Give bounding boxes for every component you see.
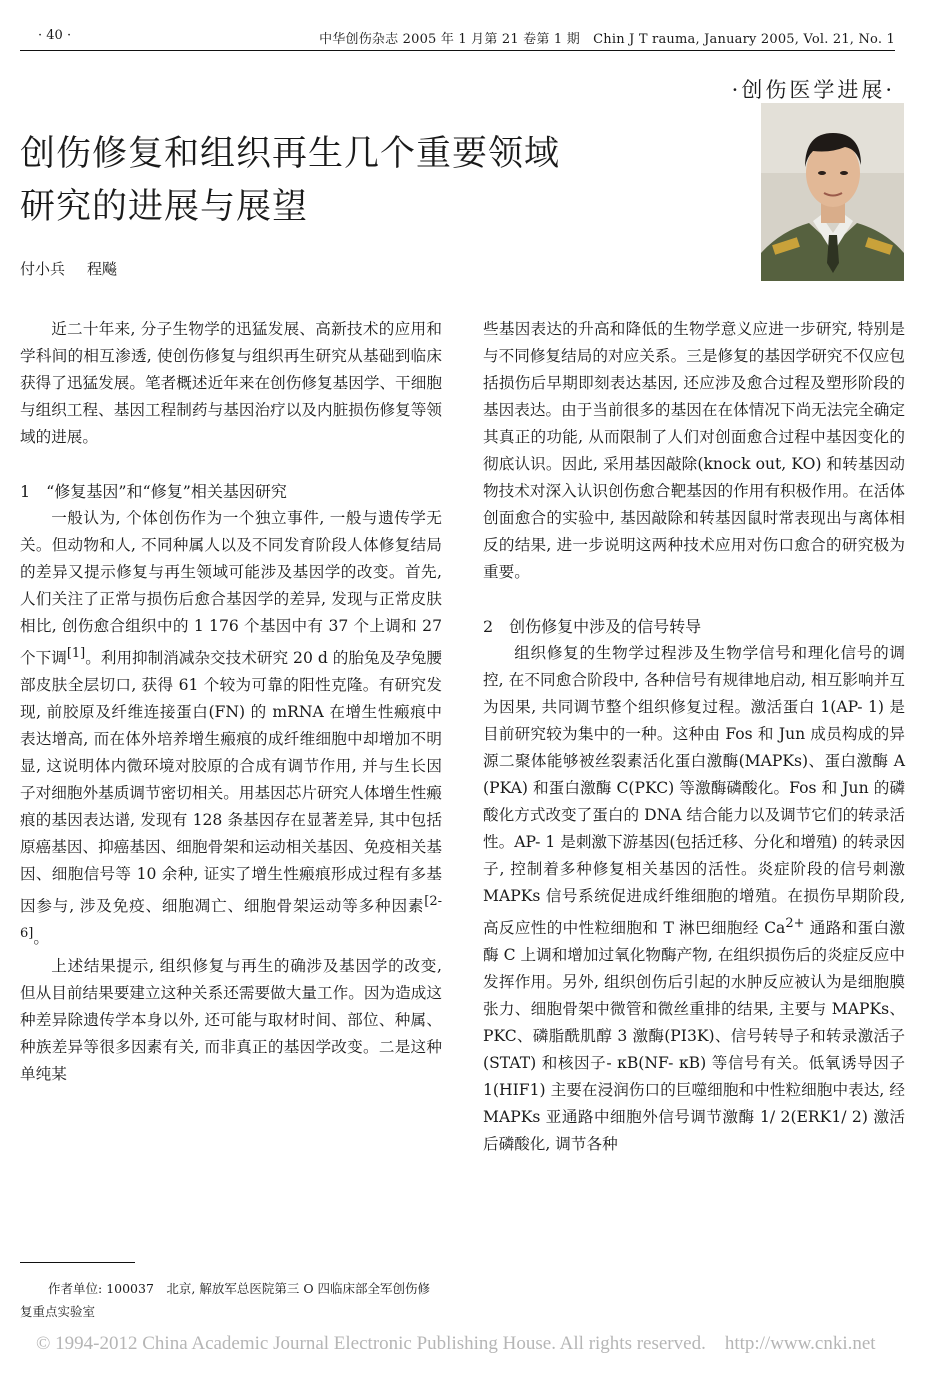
citation: [2- 6] [20,894,442,942]
footnote-rule [20,1262,135,1263]
body-text: 。利用抑制消减杂交技术研究 20 d 的胎兔及孕兔腰部皮肤全层切口, 获得 61 个较为可靠的阳性克隆。有研究发现, 前胶原及纤维连接蛋白(FN) 的 mRNA 在增生性瘢痕中表达增高, 而在体外培养增生瘢痕的成纤维细胞中却增加不明显, 这说明体内微环境对胶原的合成有调节作用, 并与生长因子对细胞外基质调节密切相关。用基因芯片研究人体增生性瘢痕的基因表达谱, 发现有 128 条基因存在显著差异, 其中包括原癌基因、抑癌基因、细胞骨架和运动相关基因、免疫相关基因、细胞信号等 10 余种, 证实了增生性瘢痕形成过程有多基因参与, 涉及免疫、细胞凋亡、细胞骨架运动等多种因素 [20,649,442,916]
spacer [483,586,905,613]
header-rule [20,50,895,51]
body-text: 组织修复的生物学过程涉及生物学信号和理化信号的调控, 在不同愈合阶段中, 各种信号有规律地启动, 相互影响并互为因果, 共同调节整个组织修复过程。激活蛋白 1(AP- 1) 是目前研究较为集中的一种。这种由 Fos 和 Jun 成员构成的异源二聚体能够被丝裂素活化蛋白激酶(MAPKs)、蛋白激酶 A (PKA) 和蛋白激酶 C(PKC) 等激酶磷酸化。Fos 和 Jun 的磷酸化方式改变了蛋白的 DNA 结合能力以及调节它们的转录活性。AP- 1 是刺激下游基因(包括迁移、分化和增殖) 的转录因子, 控制着多种修复相关基因的活性。炎症阶段的信号刺激 MAPKs 信号系统促进成纤维细胞的增殖。在损伤早期阶段, 高反应性的中性粒细胞和 T 淋巴细胞经 Ca [483,644,905,938]
footnote-label: 作者单位: [48,1281,103,1296]
eye-left [818,171,826,175]
spacer [20,451,442,478]
title-line-1: 创伤修复和组织再生几个重要领域 [20,134,561,174]
copyright-watermark: © 1994-2012 China Academic Journal Electronic Publishing House. All rights reserved. http://www.cnki.net [36,1333,876,1354]
left-column [20,316,442,1088]
section-1-paragraph-2-continued: 些基因表达的升高和降低的生物学意义应进一步研究, 特别是与不同修复结局的对应关系。三是修复的基因学研究不仅应包括损伤后早期即刻表达基因, 还应涉及愈合过程及塑形阶段的基因表达。由于当前很多的基因在在体情况下尚无法完全确定其真正的功能, 从而限制了人们对创面愈合过程中基因变化的彻底认识。因此, 采用基因敲除(knock out, KO) 和转基因动物技术对深入认识创伤愈合靶基因的作用有积极作用。在活体创面愈合的实验中, 基因敲除和转基因鼠时常表现出与离体相反的结果, 进一步说明这两种技术应用对伤口愈合的研究极为重要。 [483,320,905,581]
body-text: 。 [33,929,49,948]
section-1-paragraph-1 [20,505,442,953]
title-line-2: 研究的进展与展望 [20,187,309,227]
author-portrait-image [761,103,904,281]
footnote-text: 100037 北京, 解放军总医院第三 O 四临床部全军创伤修复重点实验室 [20,1281,431,1319]
section-2-heading: 2 创伤修复中涉及的信号转导 [483,617,702,636]
author-name: 付小兵 [20,260,66,278]
section-1-paragraph-2: 上述结果提示, 组织修复与再生的确涉及基因学的改变, 但从目前结果要建立这种关系还需要做大量工作。因为造成这种差异除遗传学本身以外, 还可能与取材时间、部位、种属、种族差异等很多因素有关, 而非真正的基因学改变。二是这种单纯某 [20,956,442,1083]
running-head: 中华创伤杂志 2005 年 1 月第 21 卷第 1 期 Chin J T rauma, January 2005, Vol. 21, No. 1 [319,32,895,47]
author-list [20,258,117,279]
section-2-paragraph-1 [483,640,905,1158]
author-name: 程飚 [87,260,118,278]
page-number: · 40 · [38,28,72,43]
body-text: 通路和蛋白激酶 C 上调和增加过氧化物酶产物, 在组织损伤后的炎症反应中发挥作用。另外, 组织创伤后引起的水肿反应被认为是细胞膜张力、细胞骨架中微管和微丝重排的结果, 主要与 MAPKs、PKC、磷脂酰肌醇 3 激酶(PI3K)、信号转导子和转录激活子(STAT) 和核因子- κB(NF- κB) 等信号有关。低氧诱导因子 1(HIF1) 主要在浸润伤口的巨噬细胞和中性粒细胞中表达, 经 MAPKs 亚通路中细胞外信号调节激酶 1/ 2(ERK1/ 2) 激活后磷酸化, 调节各种 [483,919,905,1154]
body-text: 一般认为, 个体创伤作为一个独立事件, 一般与遗传学无关。但动物和人, 不同种属人以及不同发育阶段人体修复结局的差异又提示修复与再生领域可能涉及基因学的改变。首先, 人们关注了正常与损伤后愈合基因学的差异, 发现与正常皮肤相比, 创伤愈合组织中的 1 176 个基因中有 37 个上调和 27 个下调 [20,509,442,668]
section-1-heading: 1 “修复基因”和“修复”相关基因研究 [20,482,287,501]
right-column [483,316,905,1158]
article-title [20,128,740,234]
author-affiliation-footnote [20,1277,442,1323]
superscript: 2+ [785,916,805,931]
author-portrait [761,103,904,281]
column-tag: ·创伤医学进展· [731,78,895,102]
eye-right [840,171,848,175]
citation: [1] [66,646,86,661]
abstract-paragraph: 近二十年来, 分子生物学的迅猛发展、高新技术的应用和学科间的相互渗透, 使创伤修复与组织再生研究从基础到临床获得了迅猛发展。笔者概述近年来在创伤修复基因学、干细胞与组织工程、基因工程制药与基因治疗以及内脏损伤修复等领域的进展。 [20,320,442,446]
